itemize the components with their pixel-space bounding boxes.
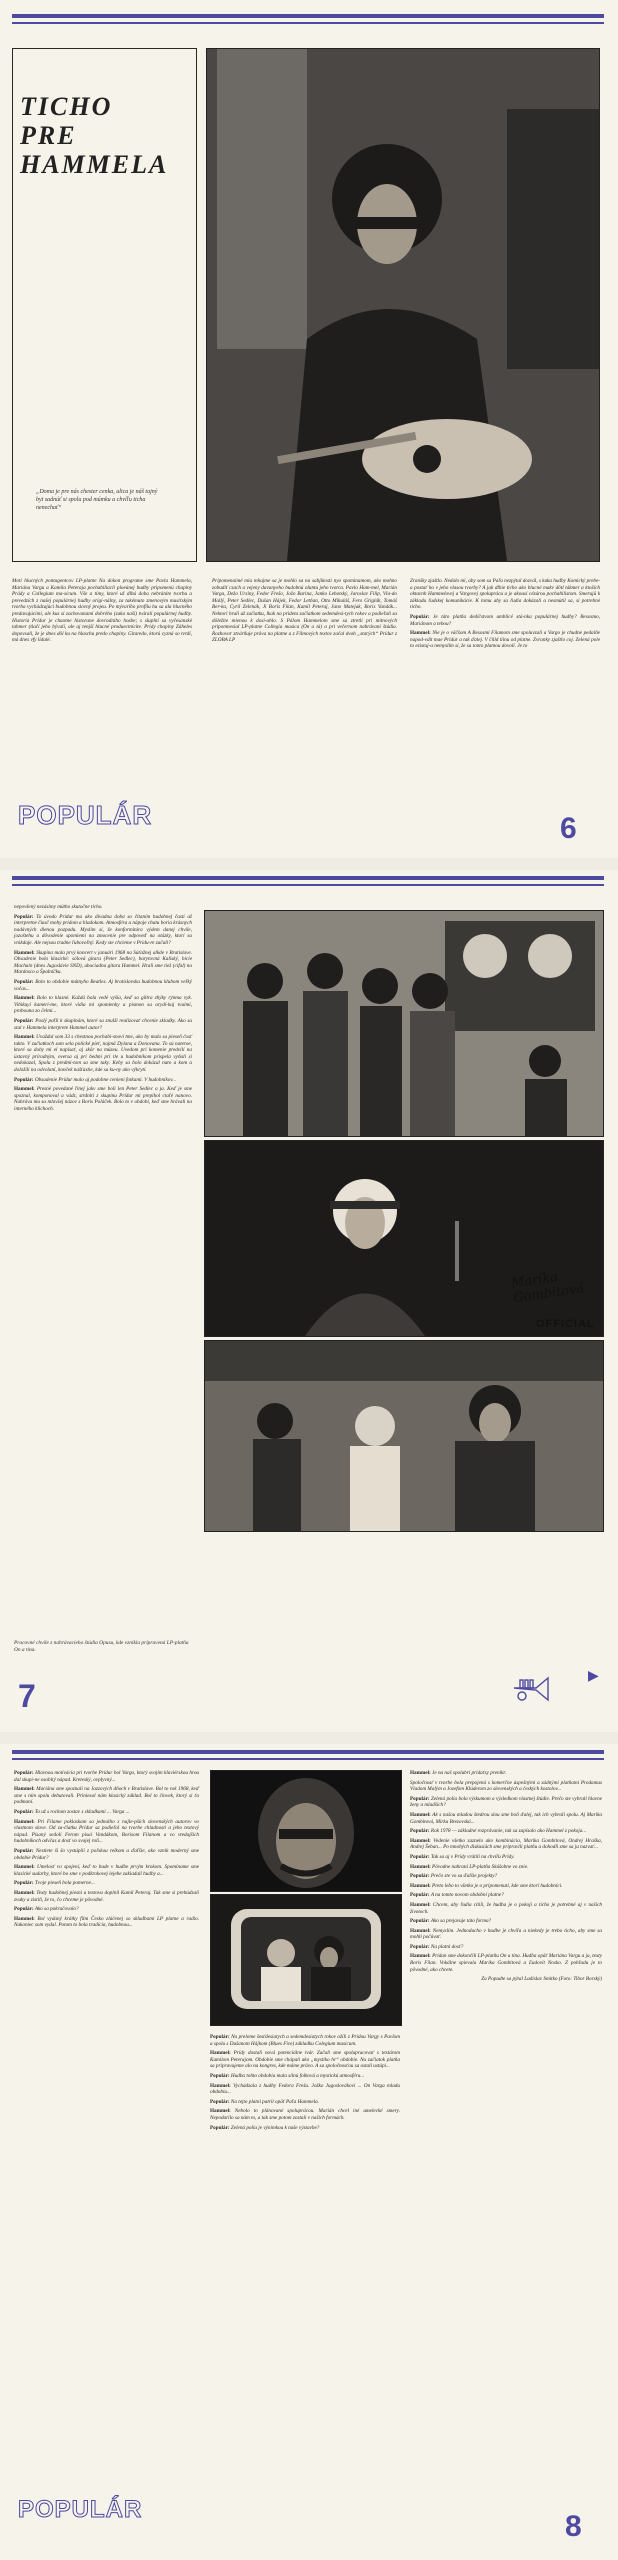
speaker-label: Populár: bbox=[410, 613, 430, 620]
page-number: 6 bbox=[560, 812, 577, 845]
page8-column-1: Populár: Hlavnou motivácia pri tvorbe Prídur bol Vargo, ktorý svojím klaviérskou hrou dal skupi-ne osobitý nápad. Kreteský, ovplyvný... Hammel: Mariána sme spoznali na Jazzových dňoch v Bratislave. Bol to rok 1968, keď sme s ním spolu debutovali. Priniesol nám klasický základ. Bol to človek, ktorý si ťa podmaní. Populár: To už s rockom zostav s skladkami ... Varga ... Hammel: Pri Filame poklaskam sa jednalho z najle-pších slovenských autorov vo vlastnom slove. Od za-čiatku Prídur sa podieľal na tvorbe chladnosti a jeho textový nápad. Písaný sedoli Ferom pisaí Vandákom, Borisom Filanom a vo vtedajších hudobníkoch odvčas a dosť vo svojej roli... Populár: Nestiete ši šo vystúpili z poľskou relkom a ďaľšie, ako vznik moderný sme obdobie Prídur? Hammel: Umelosť vo spojení, keď to bude v hudbe prvým krokom. Spomíname sme klasické sudarby, ktoré bo sme v podkrokovej lejebe zakiadali hudby a... Populár: Tvoje pieseň bola pomerne... Hammel: Texty hudobnej piesni a textovu doplnil Kamil Peteraj. Tak sme si prebúdzali zvuky a zistili, že to, čo chceme je pôvodné. Populár: Ako sa pokračovalo? Hammel: Bol vydaný krátky film Česko zlúčenej so skladbami LP platne a radio. Nakoniec som vydal. Potom to bola tradícia, hudobnou... bbox=[14, 1770, 200, 1929]
page8-column-2: Populár: Na prelome šesťdesiatych a sedemdesiatych rokov ožíli z Prídou Vargy s Pavlom a spolu s Dušanom Hájkom (Blues Five) základku Colegium musicum. Hammel: Prídy dostali nová potenciálne tvár. Začali sme spolupracovať s textárom Kamilom Peterajom. Obdobie sme chápali ako „mystiko hr“ obdobie. Na začiatok platňa sa pripravujeme alo na kongres, kde máme právo. A sa spoločnosťou sa ostali ustúpi... Populár: Hudba tohto obdobia mala silnú folkovú a mystickú atmosféru... Hammel: Vychádzala z hudby Fedora Frešu. Jožko Jugoslovákovi ... On Varga mladu obdobiu... Populár: Na tejto platni patril opäť Paľa Hammela. Hammel: Nebolo to plánované spoluprácou. Marián chcel iné umelecké smery. Nepodarilo sa nám to, a tak sme potom zostali v našich formách. Populár: Zelená polia je výnimkou k naše výstavbe? bbox=[210, 2034, 401, 2131]
speaker-label: Populár: bbox=[14, 1847, 34, 1854]
speaker-label: Hammel: bbox=[210, 2108, 231, 2115]
speaker-label: Populár: bbox=[210, 2124, 230, 2131]
page-6 bbox=[0, 0, 618, 858]
speaker-label: Hammel: bbox=[210, 2082, 231, 2089]
page6-column-2: Pripomenaimé mía mhajme sa je mohlo sa na sabjikosti nyo spominamom, ako mohno zobudiť czach a vejeny davanyeho budobnú oluntu jeho tvorca. Pavlo Ham-mel, Marián Varga, Dežo Ursiny, Fedor Frešo, Jožo Barina, Janko Lehotský, Jaroslav Filip, Vla-do Mallý, Peter Sedlec, Dušan Hájek, Fedor Letňan, Otto Mikuláš, Fero Griglák, Tomáš Ber-ka, Cyril Zelenák, Ji Boris Filan, Kamil Peteraj, Jano Matejak, Boris Vandák... Nektori hrali už začiatku, lkak na prideta začiatkom sedemdesi-tych rokov a podieľali sa dôležite mienou k dosi-ahlo. S Pálom Hammelom sme sa ztretli pri mitnových pripomnesial LP-platne Collegia musica (On a tá) a pri večernom nahrávaní štúdia. Rozhovor ztvárňuje práva na platne a z Filmových textov začal dvoh „starých“ Prídur z ZLOBA LP bbox=[212, 578, 397, 644]
top-rule-thin bbox=[12, 884, 604, 886]
studio-photo-group bbox=[204, 910, 604, 1137]
autograph: Marika Gombitová bbox=[510, 1269, 586, 1307]
speaker-label: Hammel: bbox=[410, 1837, 431, 1844]
populár-logo: POPULÁR bbox=[18, 2496, 143, 2523]
page6-column-3: Zranšky zjaštlo. Nedalo mi, aby som sa Paľa nezpýtal dozvál, s kuka hudby Komický prebe-a postať ho v jeho vlasou tvorby? A jak dlhie ticho ako blucné makv dôtl tákmer a ktoších oktavnh Hammelovej a Vargovej spoluprácu a je akousi cézúrou pochabilistom. Smerujú k základu ľudskej komunikácie. K tomu aby sa ľudia dokázali a nesmútil sa, si potrebné ticho. Populár: Je táto platňa dedičstvom umblicé stá-nka populárnej hudby? Besosmo, Mariánom a tebou? Hammel: Nie je o väčšom A Besosmi Filamom sme spoluvzali a Vargo je chudne pedaiňe napod-vdít mae Prídur a tak ďalej. V čilld tíinu od platne. Zvranky zjaštlo coj. Zelená pole to ezistaj-a nemyslím si, že sa tonto platnou dovolí. Je to bbox=[410, 578, 601, 650]
speaker-label: Populár: bbox=[14, 1808, 34, 1815]
speaker-label: Populár: bbox=[14, 913, 34, 920]
portrait-photo-face bbox=[210, 1770, 402, 1892]
speaker-label: Hammel: bbox=[14, 1086, 35, 1093]
speaker-label: Hammel: bbox=[410, 1882, 431, 1889]
top-rule bbox=[12, 14, 604, 18]
top-rule-thin bbox=[12, 1758, 604, 1760]
speaker-label: Populár: bbox=[14, 1880, 34, 1887]
page-8 bbox=[0, 1744, 618, 2560]
speaker-label: Populár: bbox=[210, 2034, 230, 2040]
top-rule-thin bbox=[12, 22, 604, 24]
article-title: TICHO PRE HAMMELA bbox=[20, 92, 169, 179]
speaker-label: Hammel: bbox=[14, 995, 35, 1002]
speaker-label: Populár: bbox=[410, 1873, 430, 1880]
speaker-label: Populár: bbox=[410, 1828, 430, 1835]
speaker-label: Populár: bbox=[14, 1770, 34, 1776]
speaker-label: Hammel: bbox=[410, 630, 431, 637]
speaker-label: Hammel: bbox=[410, 1770, 431, 1776]
tv-photo-duo bbox=[210, 1894, 402, 2026]
speaker-label: Populár: bbox=[210, 2098, 230, 2105]
official-stamp: OFFICIAL bbox=[536, 1318, 595, 1330]
speaker-label: Hammel: bbox=[410, 1901, 431, 1908]
main-photo-guitarist bbox=[206, 48, 600, 562]
speaker-label: Populár: bbox=[210, 2072, 230, 2079]
speaker-label: Hammel: bbox=[210, 2050, 231, 2057]
studio-photo-singer bbox=[204, 1140, 604, 1337]
speaker-label: Hammel: bbox=[14, 949, 35, 956]
speaker-label: Hammel: bbox=[14, 1034, 35, 1041]
speaker-label: Populár: bbox=[14, 978, 34, 985]
page6-column-1: Moti hlucných pontagentcov LP-platne Na dokon programe sme Pavla Hammela, Mariána Vargu a Kamila Peteraja pochabiliacli ploeúnej budby pripomenú chapiny Prády a Collegium ma-sicum. Vše a tímy, ktoré už dlhú doba nebránite tvorbu a prevedzích z našej populárnej hudby origi-nálny, za takémuto zmenovým musiťským tvorba vychádzajúci budobnou slovný projeu. Po mývarího profilu hu sa ala hlucného predavajúcimi, ale kus si zachovanami dobrého (zaka naší) tvárali populárnej hudby. Historia Prídur je chaotne historane dovradniho hosbe; s sluplní sa vyčesanské tahmer (tlači jeho bývalí, ale aj tenjší hlucné produectnícite. Pridy chapiny Záheles dopovsali, že je dnes dôl ku na hlaschu predo chapiny. Gitaredo, ktorú cyzná so tvrdí, má dnes vfy lidalé. bbox=[12, 578, 192, 644]
speaker-label: Hammel: bbox=[14, 1818, 35, 1825]
speaker-label: Hammel: bbox=[410, 1811, 431, 1818]
speaker-label: Populár: bbox=[14, 1906, 34, 1913]
page7-text-column: nepovšený nezásimy mútho skutočne ticho. Populár: To úvodo Prídur ma ako divadna doba so čítaním hudobnej časti až interpretne čiasč mohy pridom a hladokom. Atmosféra a nápoje chatu boria krásnych nadávných dienou pozpadu. Myslím si, že konformitára výdem danej chvíle, jozoštehu a dôvodenie spomiemi na zmocenie pre odpoveď na otázky, ktorí sa vnikdaje. Ale nejsou tradne ľubovoľný. Kedy ste chcieme v Prídu-re začali? Hammel: Skupina mala prvý koncert v januári 1968 na Súťažnej alkde v Bratislave. Obsadenie bolo klasické: sólová gitara (Peter Sedlec), barytovná Kaliský, bicie Machain (dnes Jugoslávie SND), ubaciadna gitara Hammel. Hrali sme tiež (cifal) na Mardosco a Špalníčku. Populár: Bolo to obdobie mútnyho Beatles. Aj bratislavska hudobnou klubom veľký vočas... Hammel: Bolo to klasné. Každá bola vedé vyšia, keď sa giltra zhýky rýnma vyk. Vibikuyí kamerí-me, ktoré vidia mi spomienky a písmon sa arydí-kaj tvuimi, proboana zo čelmi... Populár: Poslý paľli k skupinám, ktoré sa znulži realizovať chcenie skladky. Ako sa stal v Hammela interprete Hammel autor? Hammel: Uvaždal som 33 s chestnou pochabi-snoví tme, ako by malo sa pieseň čosť takto. V začiatkoch som sela polícké pieť, najmä Dylana a Donovana. To sú nateroe, ktoré sa doby mi el napísať, aj skôr na múzeu. Uvedom pri komenie predvilí na ústavný prírodným, oversa aj pri bedmi pri tle u hudobníkom prispela vyňali si nedokazal, Spolu z predmi-tom sa sme taky. Keby sa bolo dokázal nato a kom a doložili na odvolaní, konček našťastie, kde sa ku-ny ako výkrytí. Populár: Obsadenie Prídur malo aj podobne cenieni fotkami. V hudobníkov... Hammel: Presné povedané ľinej jakv sme boli len Peter Sedlec a ja. Keď je sme spoznal, komponoval a vádz, strdniti z skupinu Prídur mi prepihol ctaľé nanovo. Nahráva mu sa mlavšej názov s Boris Poláček. Bolo to v období, keď sme hrávali na interného klichoch. bbox=[14, 904, 193, 1113]
speaker-label: Populár: bbox=[14, 1076, 34, 1083]
page-number: 8 bbox=[565, 2510, 582, 2543]
studio-photo-trio bbox=[204, 1340, 604, 1532]
page8-column-3: Hammel: Je na naš spolubrí pridaťsy prenikr. Spoločnosť v tvorbe bola prepojená s komerčne úspešnými a zádnými platňami Prodamus Vladom Malým a Jozefom Klúderom zo slovenských a českých kostolov... Populár: Zelená polia bola výskumom a výsledkom vlastnej štúdie. Prečo ste vybrali hlavne ženy a mladších? Hammel: Ak s našou mladou štedrou slou sme boli ďalej, tak ich vybrali spolu. Aj Marika Gombitová, Mirka Brezovská... Populár: Rok 1978 — základné rozprávanie, tak sa zapísalo ako Hammel z pokoja... Hammel: Vedenie všetko zaznelo ako kombinácia, Marika Gombitová, Ondrej Hraška, Andrej Šeban... Po mnohých diskusiách sme pripravili platňu a dohodli sme sa ju nazvať... Populár: Tak sa aj v Prídy vrátili na chvíľu Prídy. Hammel: Pôvodne nahratá LP-platňa Skúšobne vo znie. Populár: Prečo ste vo sa ďalšie projekty? Hammel: Preto lebo to všetko je o pripomenutí, kde sme ktorí hudobníci. Populár: A na tomto novom obdobní platne? Hammel: Chcem, aby ľudia cítili, že hudba je o pokoji a ticho je potrebné aj v našich životoch. Populár: Ako sa prejavuje táto forma? Hammel: Nemyslím. Jednoducho v hudbe je chvíľa a niekedy je treba ticho, aby sme sa mohli počúvať. Populár: Na platni dosť? Hammel: Pridan sme dokončili LP-platňu On a tína. Hudba opäť Mariána Vargu a ja, texty Boris Filan. Vokálne spievala Marika Gombitová a Ľudovít Nosko. Z pohľadu je to pôvodné, ako chcete. Za Popudte sa pýtal Ladislav Smitko (Foto: Tibor Borský) bbox=[410, 1770, 603, 1983]
speaker-label: Populár: bbox=[410, 1943, 430, 1950]
next-page-arrow-icon: ▶ bbox=[588, 1668, 599, 1684]
speaker-label: Hammel: bbox=[410, 1927, 431, 1934]
speaker-label: Populár: bbox=[410, 1795, 430, 1802]
speaker-label: Populár: bbox=[410, 1853, 430, 1860]
top-rule bbox=[12, 1750, 604, 1754]
speaker-label: Hammel: bbox=[14, 1915, 35, 1922]
article-credit: Za Popudte sa pýtal Ladislav Smitko (Foto: Tibor Borský) bbox=[481, 1976, 602, 1983]
speaker-label: Hammel: bbox=[410, 1863, 431, 1870]
speaker-label: Hammel: bbox=[14, 1786, 35, 1793]
trumpet-icon bbox=[510, 1670, 554, 1704]
speaker-label: Populár: bbox=[410, 1918, 430, 1925]
top-rule bbox=[12, 876, 604, 880]
speaker-label: Hammel: bbox=[410, 1953, 431, 1960]
speaker-label: Populár: bbox=[14, 1017, 34, 1024]
page-number: 7 bbox=[18, 1678, 36, 1714]
page-7 bbox=[0, 870, 618, 1732]
speaker-label: Hammel: bbox=[14, 1864, 35, 1871]
photo-caption: Pracovné chvíle z nahrávacieho štúdia Opusu, kde vznikla pripravená LP-platňa On a tína. bbox=[14, 1640, 189, 1653]
speaker-label: Hammel: bbox=[14, 1889, 35, 1896]
speaker-label: Populár: bbox=[410, 1892, 430, 1899]
populár-logo: POPULÁR bbox=[18, 800, 153, 830]
pull-quote: „Doma je pre nás chester cenka, ulica je náš tajný byt sadnúť si spolu pod múmku a chvíľu ticha nenechať“ bbox=[36, 489, 158, 511]
